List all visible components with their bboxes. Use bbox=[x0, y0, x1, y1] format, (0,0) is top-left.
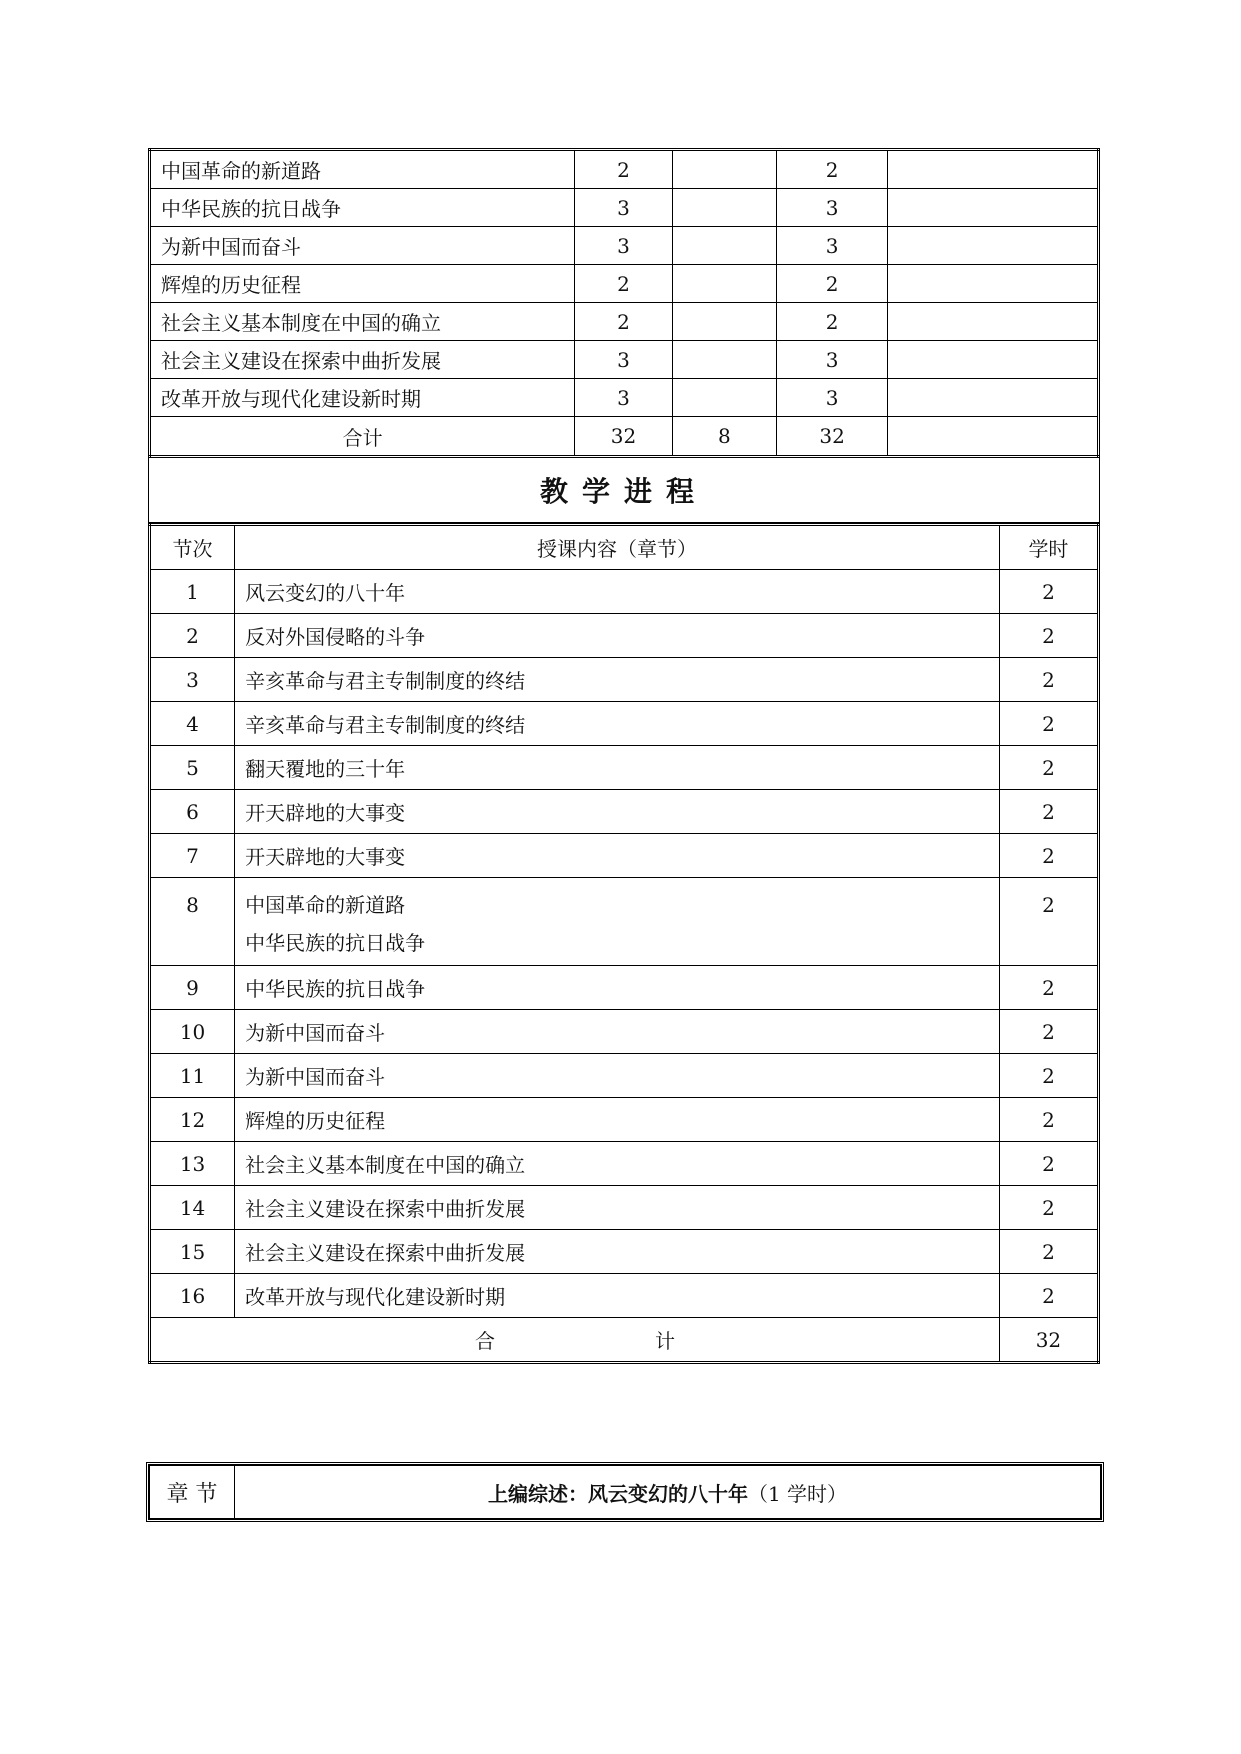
progress-row-content: 反对外国侵略的斗争 bbox=[235, 614, 1000, 658]
progress-row-hours: 2 bbox=[999, 1230, 1098, 1274]
progress-row bbox=[150, 702, 1099, 746]
progress-row-hours: 2 bbox=[999, 1142, 1098, 1186]
progress-row-content: 中华民族的抗日战争 bbox=[235, 966, 1000, 1010]
progress-row bbox=[150, 790, 1099, 834]
progress-row-hours: 2 bbox=[999, 790, 1098, 834]
hours-row-c4 bbox=[888, 227, 1099, 265]
hours-row bbox=[150, 265, 1099, 303]
progress-header-row bbox=[150, 525, 1099, 570]
progress-row-content: 为新中国而奋斗 bbox=[235, 1054, 1000, 1098]
total-label-left: 合 bbox=[474, 1329, 495, 1353]
progress-row-content: 开天辟地的大事变 bbox=[235, 834, 1000, 878]
chapter-hours-note: （1 学时） bbox=[747, 1481, 848, 1506]
header-content: 授课内容（章节） bbox=[235, 525, 1000, 570]
hours-row-c3: 3 bbox=[776, 341, 887, 379]
progress-row-hours: 2 bbox=[999, 614, 1098, 658]
hours-row-name: 社会主义基本制度在中国的确立 bbox=[150, 303, 575, 341]
hours-row-c2 bbox=[672, 189, 776, 227]
progress-row bbox=[150, 570, 1099, 614]
hours-table-body bbox=[150, 150, 1099, 457]
progress-row-content: 改革开放与现代化建设新时期 bbox=[235, 1274, 1000, 1318]
hours-total-label: 合计 bbox=[150, 417, 575, 457]
progress-row-num: 1 bbox=[150, 570, 235, 614]
progress-row-num: 12 bbox=[150, 1098, 235, 1142]
progress-row-num: 3 bbox=[150, 658, 235, 702]
progress-row-content: 为新中国而奋斗 bbox=[235, 1010, 1000, 1054]
hours-row-c3: 3 bbox=[776, 227, 887, 265]
progress-row-content-line2: 中华民族的抗日战争 bbox=[245, 931, 426, 955]
progress-row-num: 13 bbox=[150, 1142, 235, 1186]
hours-row-c2 bbox=[672, 341, 776, 379]
chapter-title: 上编综述：风云变幻的八十年 bbox=[487, 1481, 748, 1506]
hours-total-c1: 32 bbox=[575, 417, 672, 457]
hours-row-c1: 2 bbox=[575, 150, 672, 189]
progress-row-hours: 2 bbox=[999, 746, 1098, 790]
progress-row-hours: 2 bbox=[999, 702, 1098, 746]
progress-row bbox=[150, 614, 1099, 658]
hours-row-name: 辉煌的历史征程 bbox=[150, 265, 575, 303]
progress-row-num: 11 bbox=[150, 1054, 235, 1098]
hours-total-row bbox=[150, 417, 1099, 457]
progress-row-hours: 2 bbox=[999, 658, 1098, 702]
hours-row-c2 bbox=[672, 265, 776, 303]
progress-row bbox=[150, 834, 1099, 878]
hours-row-c1: 3 bbox=[575, 189, 672, 227]
progress-row-num: 10 bbox=[150, 1010, 235, 1054]
progress-row-content-line1: 中国革命的新道路 bbox=[245, 893, 406, 917]
progress-row-num: 15 bbox=[150, 1230, 235, 1274]
hours-row-name: 改革开放与现代化建设新时期 bbox=[150, 379, 575, 417]
progress-row-num: 9 bbox=[150, 966, 235, 1010]
progress-row bbox=[150, 1274, 1099, 1318]
progress-row-content: 翻天覆地的三十年 bbox=[235, 746, 1000, 790]
hours-row-c2 bbox=[672, 379, 776, 417]
hours-row-c3: 2 bbox=[776, 303, 887, 341]
progress-row-content: 社会主义建设在探索中曲折发展 bbox=[235, 1230, 1000, 1274]
progress-row-hours: 2 bbox=[999, 1274, 1098, 1318]
hours-row-c2 bbox=[672, 303, 776, 341]
progress-row bbox=[150, 1230, 1099, 1274]
hours-row-c4 bbox=[888, 189, 1099, 227]
progress-total-hours: 32 bbox=[999, 1318, 1098, 1363]
progress-title: 教学进程 bbox=[148, 458, 1100, 523]
chapter-label: 章 节 bbox=[150, 1466, 235, 1519]
progress-row bbox=[150, 658, 1099, 702]
hours-row-name: 中华民族的抗日战争 bbox=[150, 189, 575, 227]
progress-total-label bbox=[150, 1318, 1000, 1363]
progress-row-hours: 2 bbox=[999, 1010, 1098, 1054]
hours-row-c1: 2 bbox=[575, 303, 672, 341]
chapter-box bbox=[146, 1462, 1104, 1522]
total-label-right: 计 bbox=[654, 1329, 675, 1353]
hours-row bbox=[150, 189, 1099, 227]
progress-row-hours: 2 bbox=[999, 834, 1098, 878]
progress-row-content: 开天辟地的大事变 bbox=[235, 790, 1000, 834]
progress-row-content: 辛亥革命与君主专制制度的终结 bbox=[235, 658, 1000, 702]
header-session: 节次 bbox=[150, 525, 235, 570]
hours-row bbox=[150, 227, 1099, 265]
hours-row-c1: 3 bbox=[575, 379, 672, 417]
hours-row bbox=[150, 379, 1099, 417]
progress-row-content: 辛亥革命与君主专制制度的终结 bbox=[235, 702, 1000, 746]
hours-total-c2: 8 bbox=[672, 417, 776, 457]
progress-row-num: 7 bbox=[150, 834, 235, 878]
hours-row-c4 bbox=[888, 303, 1099, 341]
progress-row-num: 8 bbox=[150, 878, 235, 966]
progress-row bbox=[150, 878, 1099, 966]
progress-row bbox=[150, 1186, 1099, 1230]
hours-row-c4 bbox=[888, 265, 1099, 303]
progress-row-num: 4 bbox=[150, 702, 235, 746]
progress-row-hours: 2 bbox=[999, 1054, 1098, 1098]
hours-row-c4 bbox=[888, 150, 1099, 189]
hours-row-c3: 2 bbox=[776, 150, 887, 189]
hours-row-name: 为新中国而奋斗 bbox=[150, 227, 575, 265]
hours-row-c4 bbox=[888, 341, 1099, 379]
hours-total-c3: 32 bbox=[776, 417, 887, 457]
hours-row-c2 bbox=[672, 227, 776, 265]
header-hours: 学时 bbox=[999, 525, 1098, 570]
progress-row-num: 5 bbox=[150, 746, 235, 790]
hours-row-c2 bbox=[672, 150, 776, 189]
hours-row-name: 中国革命的新道路 bbox=[150, 150, 575, 189]
hours-row-c1: 2 bbox=[575, 265, 672, 303]
progress-row bbox=[150, 746, 1099, 790]
chapter-title-cell bbox=[235, 1466, 1101, 1519]
chapter-table bbox=[149, 1465, 1101, 1519]
hours-row-name: 社会主义建设在探索中曲折发展 bbox=[150, 341, 575, 379]
progress-total-row bbox=[150, 1318, 1099, 1363]
hours-row-c1: 3 bbox=[575, 227, 672, 265]
progress-table bbox=[148, 523, 1100, 1364]
progress-row-num: 6 bbox=[150, 790, 235, 834]
hours-table bbox=[148, 148, 1100, 458]
progress-row bbox=[150, 1010, 1099, 1054]
progress-table-body bbox=[150, 570, 1099, 1318]
progress-row-num: 2 bbox=[150, 614, 235, 658]
progress-row bbox=[150, 1054, 1099, 1098]
hours-row-c3: 2 bbox=[776, 265, 887, 303]
progress-row-hours: 2 bbox=[999, 1098, 1098, 1142]
progress-row-content: 社会主义建设在探索中曲折发展 bbox=[235, 1186, 1000, 1230]
progress-row-hours: 2 bbox=[999, 878, 1098, 966]
progress-row-content: 辉煌的历史征程 bbox=[235, 1098, 1000, 1142]
hours-row-c1: 3 bbox=[575, 341, 672, 379]
progress-row-hours: 2 bbox=[999, 966, 1098, 1010]
hours-total-c4 bbox=[888, 417, 1099, 457]
progress-row bbox=[150, 1142, 1099, 1186]
progress-row-num: 14 bbox=[150, 1186, 235, 1230]
progress-row-content: 社会主义基本制度在中国的确立 bbox=[235, 1142, 1000, 1186]
progress-row-num: 16 bbox=[150, 1274, 235, 1318]
hours-row-c3: 3 bbox=[776, 379, 887, 417]
progress-row-content bbox=[235, 878, 1000, 966]
hours-row bbox=[150, 303, 1099, 341]
hours-row-c3: 3 bbox=[776, 189, 887, 227]
progress-row bbox=[150, 966, 1099, 1010]
hours-row bbox=[150, 341, 1099, 379]
hours-row bbox=[150, 150, 1099, 189]
progress-row bbox=[150, 1098, 1099, 1142]
progress-row-hours: 2 bbox=[999, 570, 1098, 614]
progress-row-hours: 2 bbox=[999, 1186, 1098, 1230]
progress-row-content: 风云变幻的八十年 bbox=[235, 570, 1000, 614]
hours-row-c4 bbox=[888, 379, 1099, 417]
